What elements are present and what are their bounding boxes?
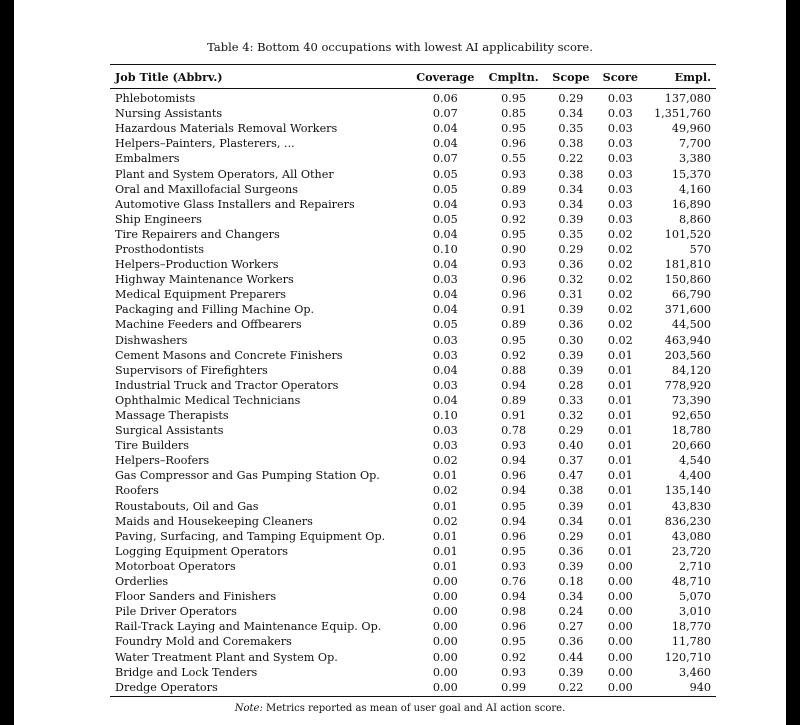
table-top-rule bbox=[110, 64, 716, 65]
cell-scope: 0.34 bbox=[558, 514, 584, 528]
cell-completion: 0.95 bbox=[501, 544, 527, 558]
cell-completion: 0.96 bbox=[501, 469, 527, 483]
cell-employment: 3,460 bbox=[678, 665, 711, 679]
table-row bbox=[110, 302, 716, 317]
cell-completion: 0.78 bbox=[501, 424, 527, 438]
cell-score: 0.00 bbox=[607, 590, 633, 604]
cell-completion: 0.98 bbox=[501, 605, 527, 619]
cell-completion: 0.94 bbox=[501, 378, 527, 392]
cell-job-title: Roofers bbox=[115, 484, 159, 498]
cell-score: 0.03 bbox=[607, 107, 633, 121]
cell-job-title: Logging Equipment Operators bbox=[115, 544, 289, 558]
cell-employment: 7,700 bbox=[678, 137, 711, 151]
cell-scope: 0.28 bbox=[558, 378, 584, 392]
table-row bbox=[110, 634, 716, 649]
cell-job-title: Hazardous Materials Removal Workers bbox=[115, 122, 338, 136]
cell-scope: 0.22 bbox=[558, 680, 584, 694]
cell-job-title: Dishwashers bbox=[115, 333, 188, 347]
cell-job-title: Floor Sanders and Finishers bbox=[115, 590, 277, 604]
cell-job-title: Helpers–Production Workers bbox=[115, 258, 279, 272]
cell-employment: 15,370 bbox=[671, 167, 711, 181]
cell-scope: 0.34 bbox=[558, 590, 584, 604]
cell-employment: 43,080 bbox=[671, 529, 711, 543]
cell-scope: 0.36 bbox=[558, 544, 584, 558]
cell-completion: 0.90 bbox=[501, 242, 527, 256]
cell-scope: 0.39 bbox=[558, 665, 584, 679]
cell-score: 0.02 bbox=[607, 333, 633, 347]
cell-completion: 0.94 bbox=[501, 590, 527, 604]
cell-employment: 18,780 bbox=[671, 424, 711, 438]
cell-coverage: 0.01 bbox=[432, 529, 458, 543]
cell-completion: 0.93 bbox=[501, 439, 527, 453]
cell-coverage: 0.05 bbox=[432, 182, 458, 196]
cell-scope: 0.29 bbox=[558, 92, 584, 106]
cell-scope: 0.34 bbox=[558, 107, 584, 121]
table-row bbox=[110, 483, 716, 498]
cell-score: 0.00 bbox=[607, 635, 633, 649]
cell-employment: 101,520 bbox=[664, 227, 711, 241]
cell-job-title: Ship Engineers bbox=[115, 212, 202, 226]
table-row bbox=[110, 121, 716, 136]
cell-employment: 778,920 bbox=[664, 378, 711, 392]
cell-job-title: Foundry Mold and Coremakers bbox=[115, 635, 292, 649]
cell-job-title: Plant and System Operators, All Other bbox=[115, 167, 334, 181]
header-score: Score bbox=[602, 70, 639, 84]
cell-score: 0.00 bbox=[607, 680, 633, 694]
cell-coverage: 0.07 bbox=[432, 107, 458, 121]
cell-score: 0.01 bbox=[607, 544, 633, 558]
cell-completion: 0.96 bbox=[501, 620, 527, 634]
cell-coverage: 0.04 bbox=[432, 258, 458, 272]
cell-completion: 0.85 bbox=[501, 107, 527, 121]
cell-employment: 48,710 bbox=[671, 575, 711, 589]
cell-employment: 73,390 bbox=[671, 393, 711, 407]
cell-employment: 120,710 bbox=[664, 650, 711, 664]
cell-scope: 0.27 bbox=[558, 620, 584, 634]
cell-score: 0.02 bbox=[607, 303, 633, 317]
table-row bbox=[110, 393, 716, 408]
cell-completion: 0.93 bbox=[501, 665, 527, 679]
cell-completion: 0.89 bbox=[501, 393, 527, 407]
cell-job-title: Nursing Assistants bbox=[115, 107, 223, 121]
cell-scope: 0.36 bbox=[558, 635, 584, 649]
cell-completion: 0.92 bbox=[501, 212, 527, 226]
cell-scope: 0.29 bbox=[558, 424, 584, 438]
cell-completion: 0.89 bbox=[501, 318, 527, 332]
table-row bbox=[110, 242, 716, 257]
cell-score: 0.03 bbox=[607, 182, 633, 196]
cell-completion: 0.96 bbox=[501, 288, 527, 302]
cell-completion: 0.94 bbox=[501, 454, 527, 468]
cell-employment: 5,070 bbox=[678, 590, 711, 604]
occupations-table bbox=[110, 66, 716, 695]
table-row bbox=[110, 333, 716, 348]
header-scope: Scope bbox=[552, 70, 590, 84]
cell-score: 0.02 bbox=[607, 273, 633, 287]
cell-scope: 0.32 bbox=[558, 273, 584, 287]
cell-employment: 181,810 bbox=[664, 258, 711, 272]
cell-score: 0.01 bbox=[607, 529, 633, 543]
table-row bbox=[110, 227, 716, 242]
cell-job-title: Packaging and Filling Machine Op. bbox=[115, 303, 315, 317]
table-row bbox=[110, 680, 716, 695]
table-row bbox=[110, 499, 716, 514]
cell-score: 0.01 bbox=[607, 424, 633, 438]
cell-job-title: Industrial Truck and Tractor Operators bbox=[115, 378, 339, 392]
cell-scope: 0.18 bbox=[558, 575, 584, 589]
cell-coverage: 0.03 bbox=[432, 378, 458, 392]
header-employment: Empl. bbox=[674, 70, 711, 84]
cell-scope: 0.40 bbox=[558, 439, 584, 453]
table-row bbox=[110, 544, 716, 559]
cell-employment: 940 bbox=[689, 680, 711, 694]
cell-score: 0.01 bbox=[607, 484, 633, 498]
cell-employment: 43,830 bbox=[671, 499, 711, 513]
cell-scope: 0.39 bbox=[558, 303, 584, 317]
table-row bbox=[110, 604, 716, 619]
cell-coverage: 0.03 bbox=[432, 348, 458, 362]
cell-job-title: Roustabouts, Oil and Gas bbox=[115, 499, 259, 513]
cell-completion: 0.88 bbox=[501, 363, 527, 377]
cell-completion: 0.92 bbox=[501, 348, 527, 362]
cell-score: 0.00 bbox=[607, 559, 633, 573]
cell-employment: 8,860 bbox=[678, 212, 711, 226]
cell-coverage: 0.04 bbox=[432, 137, 458, 151]
table-row bbox=[110, 257, 716, 272]
cell-scope: 0.30 bbox=[558, 333, 584, 347]
table-row bbox=[110, 529, 716, 544]
cell-coverage: 0.04 bbox=[432, 122, 458, 136]
cell-job-title: Cement Masons and Concrete Finishers bbox=[115, 348, 343, 362]
cell-coverage: 0.03 bbox=[432, 273, 458, 287]
cell-employment: 463,940 bbox=[664, 333, 711, 347]
cell-job-title: Medical Equipment Preparers bbox=[115, 288, 287, 302]
cell-coverage: 0.07 bbox=[432, 152, 458, 166]
cell-employment: 11,780 bbox=[671, 635, 711, 649]
cell-completion: 0.94 bbox=[501, 484, 527, 498]
table-row bbox=[110, 136, 716, 151]
cell-score: 0.00 bbox=[607, 650, 633, 664]
cell-score: 0.00 bbox=[607, 665, 633, 679]
table-header-row bbox=[110, 66, 716, 88]
cell-scope: 0.39 bbox=[558, 348, 584, 362]
cell-coverage: 0.03 bbox=[432, 439, 458, 453]
cell-coverage: 0.04 bbox=[432, 227, 458, 241]
cell-score: 0.03 bbox=[607, 137, 633, 151]
cell-coverage: 0.05 bbox=[432, 212, 458, 226]
cell-employment: 4,400 bbox=[678, 469, 711, 483]
cell-score: 0.01 bbox=[607, 363, 633, 377]
cell-scope: 0.33 bbox=[558, 393, 584, 407]
cell-scope: 0.47 bbox=[558, 469, 584, 483]
table-row bbox=[110, 197, 716, 212]
cell-job-title: Rail-Track Laying and Maintenance Equip. Op. bbox=[115, 620, 382, 634]
cell-job-title: Prosthodontists bbox=[115, 242, 204, 256]
cell-job-title: Massage Therapists bbox=[115, 409, 229, 423]
cell-score: 0.03 bbox=[607, 92, 633, 106]
cell-scope: 0.37 bbox=[558, 454, 584, 468]
table-row bbox=[110, 378, 716, 393]
cell-job-title: Motorboat Operators bbox=[115, 559, 236, 573]
cell-coverage: 0.00 bbox=[432, 635, 458, 649]
cell-scope: 0.39 bbox=[558, 363, 584, 377]
cell-scope: 0.22 bbox=[558, 152, 584, 166]
cell-employment: 44,500 bbox=[671, 318, 711, 332]
table-note bbox=[0, 703, 800, 714]
cell-scope: 0.34 bbox=[558, 197, 584, 211]
cell-completion: 0.91 bbox=[501, 303, 527, 317]
cell-coverage: 0.00 bbox=[432, 590, 458, 604]
table-row bbox=[110, 514, 716, 529]
cell-completion: 0.93 bbox=[501, 167, 527, 181]
cell-completion: 0.95 bbox=[501, 333, 527, 347]
table-row bbox=[110, 468, 716, 483]
cell-completion: 0.91 bbox=[501, 409, 527, 423]
cell-scope: 0.38 bbox=[558, 137, 584, 151]
cell-coverage: 0.02 bbox=[432, 484, 458, 498]
cell-completion: 0.55 bbox=[501, 152, 527, 166]
cell-coverage: 0.02 bbox=[432, 454, 458, 468]
cell-completion: 0.92 bbox=[501, 650, 527, 664]
cell-job-title: Highway Maintenance Workers bbox=[115, 273, 294, 287]
cell-scope: 0.35 bbox=[558, 227, 584, 241]
table-row bbox=[110, 438, 716, 453]
cell-job-title: Orderlies bbox=[115, 575, 169, 589]
cell-employment: 66,790 bbox=[671, 288, 711, 302]
cell-score: 0.02 bbox=[607, 288, 633, 302]
header-job-title: Job Title (Abbrv.) bbox=[115, 70, 223, 84]
cell-coverage: 0.01 bbox=[432, 559, 458, 573]
note-label: Note: bbox=[234, 703, 263, 714]
cell-coverage: 0.01 bbox=[432, 469, 458, 483]
cell-coverage: 0.00 bbox=[432, 620, 458, 634]
cell-scope: 0.24 bbox=[558, 605, 584, 619]
cell-completion: 0.95 bbox=[501, 227, 527, 241]
table-row bbox=[110, 574, 716, 589]
cell-completion: 0.99 bbox=[501, 680, 527, 694]
cell-coverage: 0.04 bbox=[432, 303, 458, 317]
cell-scope: 0.38 bbox=[558, 484, 584, 498]
cell-scope: 0.29 bbox=[558, 529, 584, 543]
cell-job-title: Helpers–Roofers bbox=[115, 454, 210, 468]
cell-coverage: 0.05 bbox=[432, 318, 458, 332]
cell-employment: 836,230 bbox=[664, 514, 711, 528]
cell-employment: 92,650 bbox=[671, 409, 711, 423]
cell-scope: 0.31 bbox=[558, 288, 584, 302]
cell-job-title: Dredge Operators bbox=[115, 680, 218, 694]
cell-coverage: 0.01 bbox=[432, 499, 458, 513]
cell-employment: 3,380 bbox=[678, 152, 711, 166]
table-row bbox=[110, 272, 716, 287]
cell-job-title: Surgical Assistants bbox=[115, 424, 224, 438]
cell-coverage: 0.00 bbox=[432, 665, 458, 679]
header-completion: Cmpltn. bbox=[488, 70, 539, 84]
cell-coverage: 0.02 bbox=[432, 514, 458, 528]
cell-coverage: 0.06 bbox=[432, 92, 458, 106]
table-row bbox=[110, 649, 716, 664]
cell-score: 0.03 bbox=[607, 212, 633, 226]
cell-employment: 3,010 bbox=[678, 605, 711, 619]
cell-score: 0.00 bbox=[607, 605, 633, 619]
cell-coverage: 0.00 bbox=[432, 650, 458, 664]
cell-job-title: Embalmers bbox=[115, 152, 180, 166]
cell-coverage: 0.00 bbox=[432, 575, 458, 589]
cell-coverage: 0.04 bbox=[432, 197, 458, 211]
cell-completion: 0.96 bbox=[501, 137, 527, 151]
cell-scope: 0.44 bbox=[558, 650, 584, 664]
cell-scope: 0.35 bbox=[558, 122, 584, 136]
table-row bbox=[110, 363, 716, 378]
cell-employment: 1,351,760 bbox=[654, 107, 711, 121]
cell-score: 0.01 bbox=[607, 454, 633, 468]
table-row bbox=[110, 151, 716, 166]
cell-score: 0.01 bbox=[607, 378, 633, 392]
table-row bbox=[110, 88, 716, 106]
cell-employment: 84,120 bbox=[671, 363, 711, 377]
cell-score: 0.00 bbox=[607, 575, 633, 589]
table-row bbox=[110, 619, 716, 634]
table-row bbox=[110, 106, 716, 121]
table-body bbox=[110, 88, 716, 695]
cell-score: 0.01 bbox=[607, 514, 633, 528]
cell-score: 0.03 bbox=[607, 122, 633, 136]
cell-scope: 0.38 bbox=[558, 167, 584, 181]
cell-job-title: Supervisors of Firefighters bbox=[115, 363, 268, 377]
cell-scope: 0.39 bbox=[558, 212, 584, 226]
cell-score: 0.02 bbox=[607, 227, 633, 241]
cell-job-title: Oral and Maxillofacial Surgeons bbox=[115, 182, 298, 196]
cell-coverage: 0.00 bbox=[432, 605, 458, 619]
table-row bbox=[110, 589, 716, 604]
table-row bbox=[110, 453, 716, 468]
cell-job-title: Gas Compressor and Gas Pumping Station Op. bbox=[115, 469, 380, 483]
cell-employment: 135,140 bbox=[664, 484, 711, 498]
table-row bbox=[110, 348, 716, 363]
cell-completion: 0.96 bbox=[501, 273, 527, 287]
cell-score: 0.01 bbox=[607, 348, 633, 362]
cell-coverage: 0.04 bbox=[432, 288, 458, 302]
header-coverage: Coverage bbox=[416, 70, 475, 84]
cell-score: 0.03 bbox=[607, 197, 633, 211]
table-row bbox=[110, 317, 716, 332]
cell-completion: 0.76 bbox=[501, 575, 527, 589]
table-row bbox=[110, 423, 716, 438]
cell-job-title: Water Treatment Plant and System Op. bbox=[115, 650, 338, 664]
cell-coverage: 0.03 bbox=[432, 333, 458, 347]
cell-completion: 0.95 bbox=[501, 499, 527, 513]
cell-employment: 4,540 bbox=[678, 454, 711, 468]
cell-job-title: Bridge and Lock Tenders bbox=[115, 665, 258, 679]
cell-job-title: Ophthalmic Medical Technicians bbox=[115, 393, 301, 407]
table-bottom-rule bbox=[110, 696, 716, 697]
cell-completion: 0.95 bbox=[501, 635, 527, 649]
cell-employment: 23,720 bbox=[671, 544, 711, 558]
cell-job-title: Pile Driver Operators bbox=[115, 605, 237, 619]
cell-coverage: 0.10 bbox=[432, 242, 458, 256]
cell-employment: 18,770 bbox=[671, 620, 711, 634]
cell-score: 0.02 bbox=[607, 318, 633, 332]
cell-employment: 203,560 bbox=[664, 348, 711, 362]
cell-job-title: Maids and Housekeeping Cleaners bbox=[115, 514, 313, 528]
cell-coverage: 0.03 bbox=[432, 424, 458, 438]
cell-coverage: 0.04 bbox=[432, 393, 458, 407]
cell-completion: 0.93 bbox=[501, 197, 527, 211]
cell-score: 0.01 bbox=[607, 469, 633, 483]
cell-employment: 137,080 bbox=[664, 92, 711, 106]
cell-employment: 49,960 bbox=[671, 122, 711, 136]
cell-employment: 16,890 bbox=[671, 197, 711, 211]
cell-scope: 0.39 bbox=[558, 499, 584, 513]
cell-completion: 0.95 bbox=[501, 92, 527, 106]
cell-coverage: 0.05 bbox=[432, 167, 458, 181]
cell-employment: 4,160 bbox=[678, 182, 711, 196]
cell-score: 0.00 bbox=[607, 620, 633, 634]
table-row bbox=[110, 665, 716, 680]
document-page bbox=[14, 0, 786, 725]
cell-completion: 0.96 bbox=[501, 529, 527, 543]
table-row bbox=[110, 166, 716, 181]
cell-completion: 0.95 bbox=[501, 122, 527, 136]
cell-job-title: Tire Repairers and Changers bbox=[115, 227, 280, 241]
cell-score: 0.01 bbox=[607, 409, 633, 423]
cell-score: 0.02 bbox=[607, 242, 633, 256]
cell-completion: 0.89 bbox=[501, 182, 527, 196]
cell-score: 0.02 bbox=[607, 258, 633, 272]
cell-scope: 0.36 bbox=[558, 258, 584, 272]
cell-employment: 2,710 bbox=[678, 559, 711, 573]
cell-scope: 0.39 bbox=[558, 559, 584, 573]
cell-completion: 0.93 bbox=[501, 559, 527, 573]
cell-coverage: 0.10 bbox=[432, 409, 458, 423]
cell-scope: 0.34 bbox=[558, 182, 584, 196]
cell-coverage: 0.04 bbox=[432, 363, 458, 377]
cell-completion: 0.93 bbox=[501, 258, 527, 272]
cell-score: 0.03 bbox=[607, 167, 633, 181]
table-row bbox=[110, 408, 716, 423]
cell-job-title: Automotive Glass Installers and Repairers bbox=[115, 197, 355, 211]
cell-job-title: Machine Feeders and Offbearers bbox=[115, 318, 302, 332]
cell-job-title: Tire Builders bbox=[115, 439, 190, 453]
cell-coverage: 0.01 bbox=[432, 544, 458, 558]
cell-scope: 0.29 bbox=[558, 242, 584, 256]
table-row bbox=[110, 212, 716, 227]
cell-scope: 0.36 bbox=[558, 318, 584, 332]
cell-employment: 371,600 bbox=[664, 303, 711, 317]
cell-job-title: Helpers–Painters, Plasterers, ... bbox=[115, 137, 295, 151]
cell-scope: 0.32 bbox=[558, 409, 584, 423]
table-row bbox=[110, 559, 716, 574]
cell-employment: 150,860 bbox=[664, 273, 711, 287]
cell-completion: 0.94 bbox=[501, 514, 527, 528]
cell-score: 0.01 bbox=[607, 393, 633, 407]
note-text: Metrics reported as mean of user goal and AI action score. bbox=[266, 703, 566, 714]
cell-score: 0.01 bbox=[607, 439, 633, 453]
table-row bbox=[110, 287, 716, 302]
table-caption: Table 4: Bottom 40 occupations with lowest AI applicability score. bbox=[207, 40, 593, 54]
cell-job-title: Paving, Surfacing, and Tamping Equipment Op. bbox=[115, 529, 386, 543]
cell-score: 0.01 bbox=[607, 499, 633, 513]
table-row bbox=[110, 182, 716, 197]
cell-employment: 570 bbox=[689, 242, 711, 256]
cell-score: 0.03 bbox=[607, 152, 633, 166]
cell-job-title: Phlebotomists bbox=[115, 92, 196, 106]
cell-coverage: 0.00 bbox=[432, 680, 458, 694]
cell-employment: 20,660 bbox=[671, 439, 711, 453]
